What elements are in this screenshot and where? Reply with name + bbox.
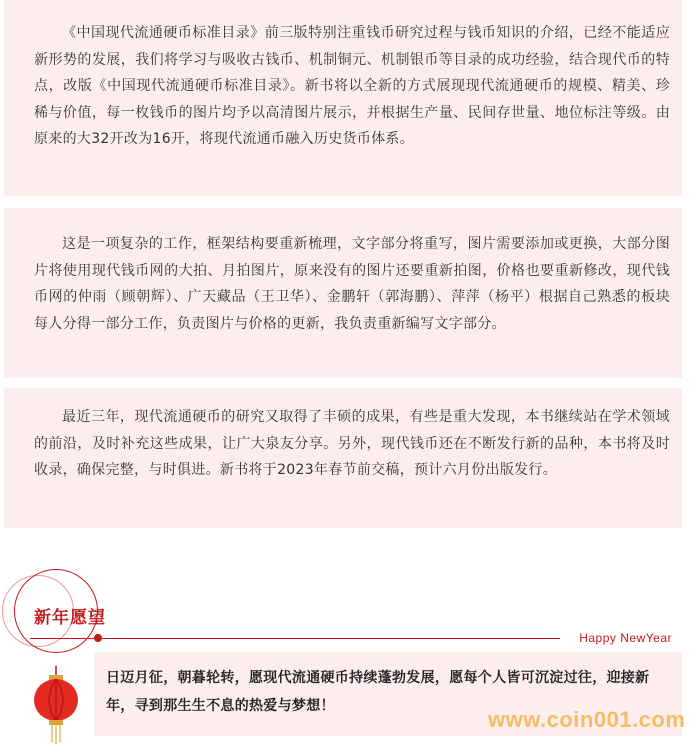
site-watermark: www.coin001.com: [488, 707, 686, 732]
intro-paragraph-panel: [4, 0, 682, 196]
new-year-title: 新年愿望: [34, 608, 106, 628]
paragraph-3: 最近三年，现代流通硬币的研究又取得了丰硕的成果，有些是重大发现，本书继续站在学术领域的前沿，及时补充这些成果，让广大泉友分享。另外，现代钱币还在不断发行新的品种，本书将及时收录，确保完整，与时俱进。新书将于2023年春节前交稿，预计六月份出版发行。: [34, 409, 670, 478]
lantern-icon: [30, 666, 82, 750]
title-divider: [30, 638, 560, 639]
greeting-text: 日迈月征，朝暮轮转，愿现代流通硬币持续蓬勃发展，愿每个人皆可沉淀过往，迎接新年，寻到那生生不息的热爱与梦想！: [106, 670, 650, 714]
progress-paragraph-panel: [4, 388, 682, 528]
paragraph-2: 这是一项复杂的工作，框架结构要重新梳理，文字部分将重写，图片需要添加或更换，大部分图片将使用现代钱币网的大拍、月拍图片，原来没有的图片还要重新拍图，价格也要重新修改，现代钱币网的仲雨（顾朝辉）、广天藏品（王卫华）、金鹏轩（郭海鹏）、萍萍（杨平）根据自己熟悉的板块每人分得一部分工作，负责图片与价格的更新，我负责重新编写文字部分。: [34, 236, 670, 332]
paragraph-1: 《中国现代流通硬币标准目录》前三版特别注重钱币研究过程与钱币知识的介绍，已经不能适应新形势的发展，我们将学习与吸收古钱币、机制铜元、机制银币等目录的成功经验，结合现代币的特点，改版《中国现代流通硬币标准目录》。新书将以全新的方式展现现代流通硬币的规模、精美、珍稀与价值，每一枚钱币的图片均予以高清图片展示，并根据生产量、民间存世量、地位标注等级。由原来的大32开改为16开，将现代流通币融入历史货币体系。: [34, 25, 670, 147]
work-paragraph-panel: [4, 208, 682, 378]
happy-new-year-label: Happy NewYear: [579, 631, 672, 645]
title-divider-dot: [94, 634, 102, 642]
